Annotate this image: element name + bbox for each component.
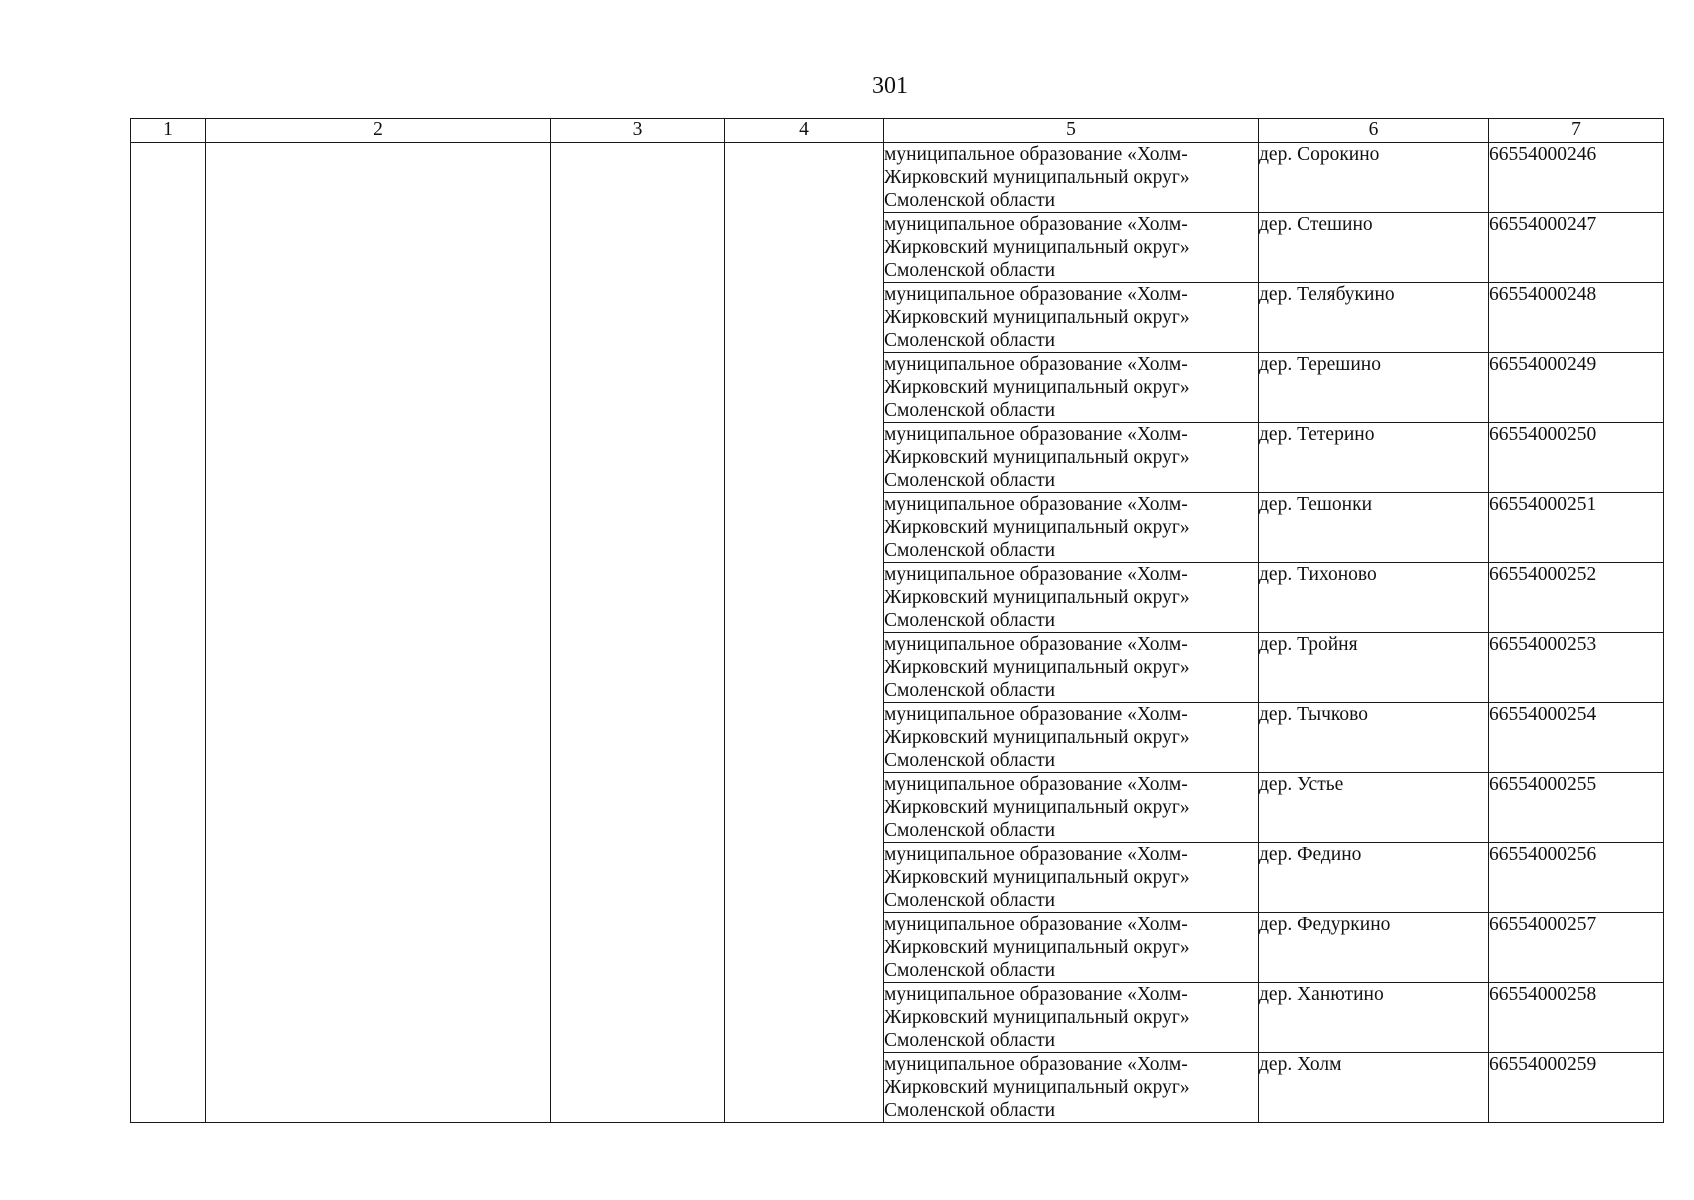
page-number: 301 <box>872 73 908 99</box>
oktmo-code-cell: 66554000249 <box>1489 353 1664 423</box>
oktmo-code-cell: 66554000254 <box>1489 703 1664 773</box>
column-header-6: 6 <box>1259 119 1489 143</box>
column-header-4: 4 <box>725 119 884 143</box>
oktmo-code-cell: 66554000258 <box>1489 983 1664 1053</box>
oktmo-code-cell: 66554000252 <box>1489 563 1664 633</box>
settlement-cell: дер. Стешино <box>1259 213 1489 283</box>
municipality-cell: муниципальное образование «Холм-Жирковский муниципальный округ» Смоленской области <box>884 983 1259 1053</box>
municipality-cell: муниципальное образование «Холм-Жирковский муниципальный округ» Смоленской области <box>884 493 1259 563</box>
municipality-cell: муниципальное образование «Холм-Жирковский муниципальный округ» Смоленской области <box>884 563 1259 633</box>
settlement-cell: дер. Телябукино <box>1259 283 1489 353</box>
municipality-cell: муниципальное образование «Холм-Жирковский муниципальный округ» Смоленской области <box>884 773 1259 843</box>
municipality-cell: муниципальное образование «Холм-Жирковский муниципальный округ» Смоленской области <box>884 843 1259 913</box>
settlement-cell: дер. Тетерино <box>1259 423 1489 493</box>
column-1-cell <box>131 143 206 1123</box>
oktmo-code-cell: 66554000246 <box>1489 143 1664 213</box>
settlement-cell: дер. Федуркино <box>1259 913 1489 983</box>
municipality-cell: муниципальное образование «Холм-Жирковский муниципальный округ» Смоленской области <box>884 633 1259 703</box>
settlements-table <box>130 118 1664 1123</box>
municipality-cell: муниципальное образование «Холм-Жирковский муниципальный округ» Смоленской области <box>884 143 1259 213</box>
column-3-cell <box>551 143 725 1123</box>
column-4-cell <box>725 143 884 1123</box>
oktmo-code-cell: 66554000256 <box>1489 843 1664 913</box>
column-header-3: 3 <box>551 119 725 143</box>
oktmo-code-cell: 66554000248 <box>1489 283 1664 353</box>
column-2-cell <box>206 143 551 1123</box>
settlement-cell: дер. Устье <box>1259 773 1489 843</box>
oktmo-code-cell: 66554000247 <box>1489 213 1664 283</box>
column-header-7: 7 <box>1489 119 1664 143</box>
column-header-2: 2 <box>206 119 551 143</box>
oktmo-code-cell: 66554000259 <box>1489 1053 1664 1123</box>
municipality-cell: муниципальное образование «Холм-Жирковский муниципальный округ» Смоленской области <box>884 913 1259 983</box>
municipality-cell: муниципальное образование «Холм-Жирковский муниципальный округ» Смоленской области <box>884 213 1259 283</box>
municipality-cell: муниципальное образование «Холм-Жирковский муниципальный округ» Смоленской области <box>884 1053 1259 1123</box>
oktmo-code-cell: 66554000255 <box>1489 773 1664 843</box>
oktmo-code-cell: 66554000253 <box>1489 633 1664 703</box>
table-row <box>131 143 1664 213</box>
settlement-cell: дер. Тихоново <box>1259 563 1489 633</box>
column-header-1: 1 <box>131 119 206 143</box>
oktmo-code-cell: 66554000257 <box>1489 913 1664 983</box>
municipality-cell: муниципальное образование «Холм-Жирковский муниципальный округ» Смоленской области <box>884 703 1259 773</box>
settlement-cell: дер. Федино <box>1259 843 1489 913</box>
settlement-cell: дер. Тычково <box>1259 703 1489 773</box>
settlement-cell: дер. Холм <box>1259 1053 1489 1123</box>
oktmo-code-cell: 66554000251 <box>1489 493 1664 563</box>
settlement-cell: дер. Терешино <box>1259 353 1489 423</box>
settlement-cell: дер. Ханютино <box>1259 983 1489 1053</box>
municipality-cell: муниципальное образование «Холм-Жирковский муниципальный округ» Смоленской области <box>884 283 1259 353</box>
column-number-row <box>131 119 1664 143</box>
column-header-5: 5 <box>884 119 1259 143</box>
municipality-cell: муниципальное образование «Холм-Жирковский муниципальный округ» Смоленской области <box>884 423 1259 493</box>
settlement-cell: дер. Тройня <box>1259 633 1489 703</box>
settlement-cell: дер. Тешонки <box>1259 493 1489 563</box>
municipality-cell: муниципальное образование «Холм-Жирковский муниципальный округ» Смоленской области <box>884 353 1259 423</box>
settlement-cell: дер. Сорокино <box>1259 143 1489 213</box>
table-body <box>131 143 1664 1123</box>
oktmo-code-cell: 66554000250 <box>1489 423 1664 493</box>
